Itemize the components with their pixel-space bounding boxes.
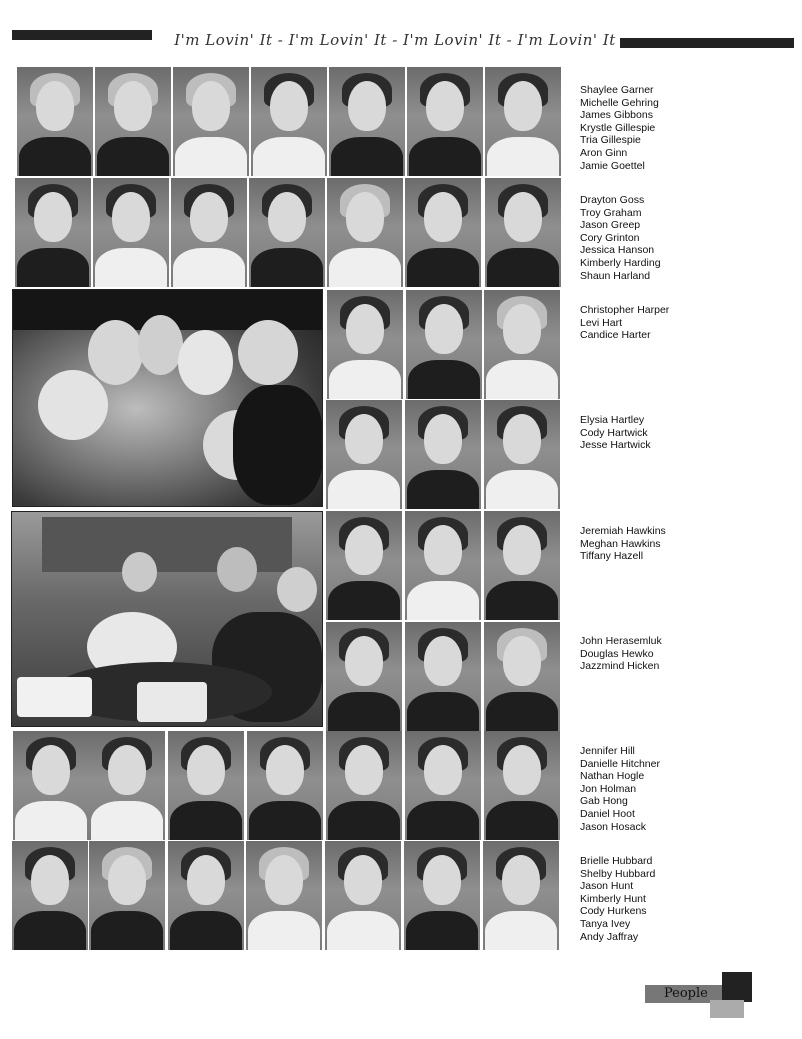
student-portrait [168,731,244,840]
portrait-row-6 [12,622,567,731]
student-portrait [485,178,561,287]
student-name: Jason Hunt [580,880,634,893]
footer-accent-block [710,1000,744,1018]
name-list-row-2 [580,194,661,282]
student-portrait [89,731,165,840]
student-name: Levi Hart [580,316,623,329]
student-name: Andy Jaffray [580,930,639,943]
student-portrait [484,511,560,620]
student-portrait [171,178,247,287]
student-portrait [405,622,481,731]
student-portrait [406,290,482,399]
student-name: Aron Ginn [580,146,628,159]
student-name: Kimberly Hunt [580,892,646,905]
student-portrait [485,67,561,176]
student-name: Jennifer Hill [580,745,635,757]
student-name: Jeremiah Hawkins [580,525,666,537]
header-bar-right [620,38,794,48]
student-portrait [405,178,481,287]
student-portrait [329,67,405,176]
portrait-row-7 [12,731,567,840]
student-name: Cody Hartwick [580,426,648,439]
student-portrait [326,511,402,620]
student-name: Cody Hurkens [580,905,647,918]
student-name: Jamie Goettel [580,159,645,172]
student-name: Nathan Hogle [580,770,645,783]
student-name: Cory Grinton [580,231,640,244]
portrait-row-8 [12,841,567,950]
student-portrait [249,178,325,287]
student-name: Douglas Hewko [580,647,654,660]
student-portrait [326,400,402,509]
page-header-title: I'm Lovin' It - I'm Lovin' It - I'm Lovin' It - I'm Lovin' It [174,31,616,49]
portrait-row-5 [12,511,567,620]
footer-page-number-block [722,972,752,1002]
student-name: Shelby Hubbard [580,867,656,880]
portrait-row-4 [12,400,567,509]
name-list-row-1 [580,84,659,172]
student-portrait [12,841,88,950]
student-portrait [89,841,165,950]
student-portrait [15,178,91,287]
name-list-row-7 [580,745,660,833]
student-name: Christopher Harper [580,304,670,316]
student-portrait [13,731,89,840]
name-list-row-8 [580,855,655,943]
student-portrait [405,731,481,840]
student-name: Danielle Hitchner [580,757,660,770]
name-list-row-6 [580,635,662,673]
student-portrait [327,290,403,399]
student-portrait [484,622,560,731]
student-portrait [407,67,483,176]
header-bar-left [12,30,152,40]
student-portrait [93,178,169,287]
student-portrait [327,178,403,287]
student-name: Gab Hong [580,795,628,808]
student-name: Kimberly Harding [580,256,661,269]
portrait-row-1 [12,67,567,176]
student-name: Meghan Hawkins [580,537,661,550]
portrait-row-3 [12,290,567,399]
student-portrait [326,622,402,731]
student-portrait [484,400,560,509]
student-portrait [404,841,480,950]
student-name: Shaun Harland [580,269,651,282]
student-name: Tanya Ivey [580,917,631,930]
student-name: Jessica Hanson [580,244,655,257]
student-name: Michelle Gehring [580,96,659,109]
name-list-row-5 [580,525,666,563]
student-portrait [325,841,401,950]
student-name: Candice Harter [580,329,651,342]
student-name: Troy Graham [580,206,642,219]
footer-section-label: People [664,986,708,1001]
student-portrait [95,67,171,176]
student-portrait [483,841,559,950]
student-name: Jason Hosack [580,820,646,833]
student-name: Jon Holman [580,782,637,795]
student-portrait [484,731,560,840]
student-portrait [484,290,560,399]
student-name: Daniel Hoot [580,807,635,820]
student-portrait [251,67,327,176]
student-portrait [247,731,323,840]
student-name: John Herasemluk [580,635,662,647]
student-name: Shaylee Garner [580,84,654,96]
student-name: James Gibbons [580,109,653,122]
portrait-row-2 [12,178,567,287]
student-portrait [17,67,93,176]
student-portrait [405,400,481,509]
student-name: Krystle Gillespie [580,121,656,134]
name-list-row-3 [580,304,669,342]
student-portrait [173,67,249,176]
student-name: Drayton Goss [580,194,645,206]
student-name: Jesse Hartwick [580,439,651,452]
student-portrait [326,731,402,840]
name-list-row-4 [580,414,651,452]
student-portrait [168,841,244,950]
student-name: Jazzmind Hicken [580,660,660,673]
student-portrait [405,511,481,620]
student-name: Brielle Hubbard [580,855,653,867]
student-name: Jason Greep [580,219,641,232]
student-portrait [246,841,322,950]
student-name: Tria Gillespie [580,134,641,147]
student-name: Tiffany Hazell [580,550,644,563]
student-name: Elysia Hartley [580,414,645,426]
